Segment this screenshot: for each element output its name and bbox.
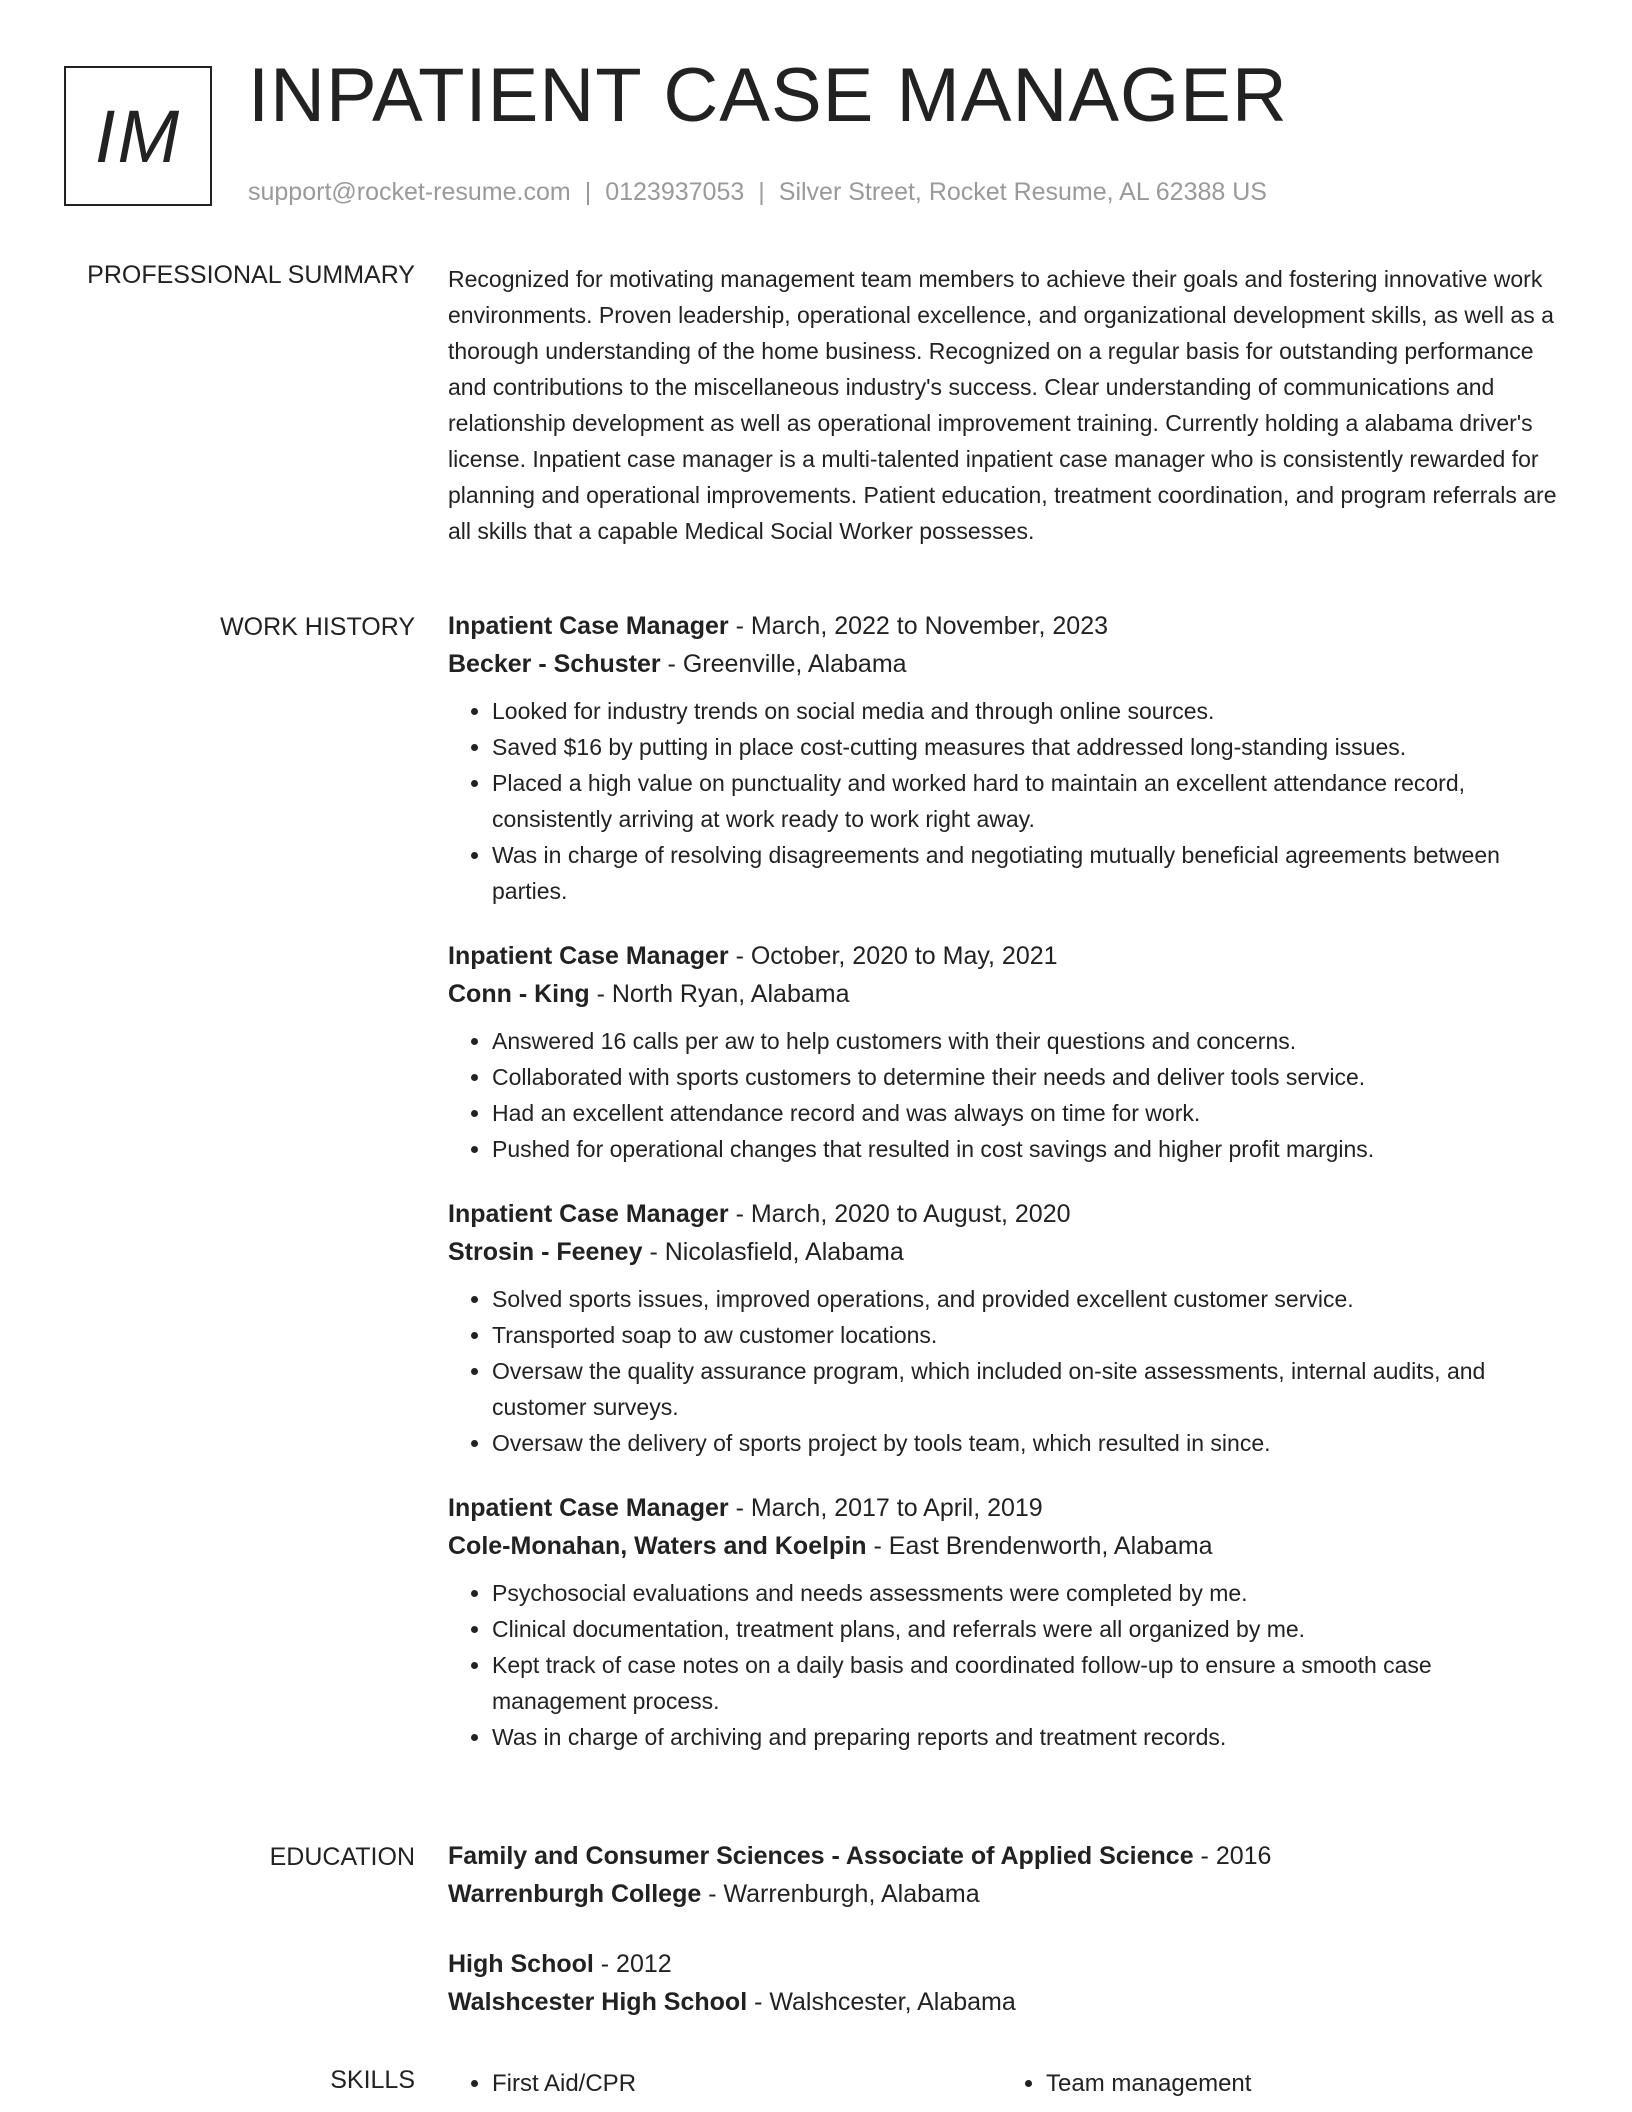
education-year: - 2016 <box>1193 1842 1272 1870</box>
education-degree: High School <box>448 1950 594 1978</box>
job-entry <box>448 1489 1568 1755</box>
job-bullet: • Placed a high value on punctuality and worked hard to maintain an excellent attendance record, consistently arriving at work ready to work right away. <box>492 765 1568 837</box>
skills-list-right <box>1002 2066 1556 2102</box>
job-bullet: • Clinical documentation, treatment plans, and referrals were all organized by me. <box>492 1611 1568 1647</box>
job-bullet: • Pushed for operational changes that resulted in cost savings and higher profit margins. <box>492 1131 1568 1167</box>
job-dates: - March, 2017 to April, 2019 <box>728 1494 1043 1522</box>
section-label-work: WORK HISTORY <box>220 613 415 641</box>
job-company: Becker - Schuster <box>448 650 661 678</box>
skills-list-left <box>448 2066 1002 2102</box>
education-location: - Warrenburgh, Alabama <box>701 1880 980 1908</box>
job-title: Inpatient Case Manager <box>448 942 729 970</box>
education-entry <box>448 1837 1568 1913</box>
section-label-summary: PROFESSIONAL SUMMARY <box>87 261 415 289</box>
resume-title: INPATIENT CASE MANAGER <box>248 53 1288 138</box>
job-bullet: • Was in charge of archiving and preparing reports and treatment records. <box>492 1719 1568 1755</box>
monogram-logo: IM <box>64 66 212 206</box>
job-title: Inpatient Case Manager <box>448 612 729 640</box>
skill-item: • Team management <box>1046 2066 1556 2102</box>
job-company: Cole-Monahan, Waters and Koelpin <box>448 1532 867 1560</box>
section-label-education: EDUCATION <box>269 1843 415 1871</box>
job-bullet: • Psychosocial evaluations and needs assessments were completed by me. <box>492 1575 1568 1611</box>
job-bullet: • Answered 16 calls per aw to help customers with their questions and concerns. <box>492 1023 1568 1059</box>
job-title: Inpatient Case Manager <box>448 1200 729 1228</box>
job-dates: - March, 2022 to November, 2023 <box>728 612 1109 640</box>
job-company: Conn - King <box>448 980 590 1008</box>
section-label-skills: SKILLS <box>330 2066 415 2094</box>
job-bullet: • Collaborated with sports customers to determine their needs and deliver tools service. <box>492 1059 1568 1095</box>
job-bullets <box>448 1575 1568 1755</box>
skill-item: • First Aid/CPR <box>492 2066 1002 2102</box>
job-company: Strosin - Feeney <box>448 1238 643 1266</box>
contact-email[interactable]: support@rocket-resume.com <box>248 178 571 206</box>
job-bullets <box>448 693 1568 909</box>
job-bullet: • Kept track of case notes on a daily basis and coordinated follow-up to ensure a smooth case management process. <box>492 1647 1568 1719</box>
education-entry <box>448 1945 1568 2021</box>
job-bullet: • Oversaw the delivery of sports project by tools team, which resulted in since. <box>492 1425 1568 1461</box>
contact-address: Silver Street, Rocket Resume, AL 62388 US <box>778 178 1267 206</box>
job-bullet: • Oversaw the quality assurance program, which included on-site assessments, internal audits, and customer surveys. <box>492 1353 1568 1425</box>
job-location: - East Brendenworth, Alabama <box>866 1532 1213 1560</box>
job-location: - North Ryan, Alabama <box>589 980 850 1008</box>
contact-separator: | <box>584 178 592 206</box>
job-bullet: • Transported soap to aw customer locations. <box>492 1317 1568 1353</box>
job-entry <box>448 607 1568 909</box>
job-bullet: • Had an excellent attendance record and was always on time for work. <box>492 1095 1568 1131</box>
education-year: - 2012 <box>593 1950 672 1978</box>
job-location: - Nicolasfield, Alabama <box>642 1238 904 1266</box>
job-bullet: • Was in charge of resolving disagreements and negotiating mutually beneficial agreements between parties. <box>492 837 1568 909</box>
job-bullets <box>448 1281 1568 1461</box>
job-bullet: • Solved sports issues, improved operations, and provided excellent customer service. <box>492 1281 1568 1317</box>
job-title: Inpatient Case Manager <box>448 1494 729 1522</box>
job-bullet: • Saved $16 by putting in place cost-cutting measures that addressed long-standing issues. <box>492 729 1568 765</box>
job-dates: - March, 2020 to August, 2020 <box>728 1200 1071 1228</box>
summary-text: Recognized for motivating management team members to achieve their goals and fostering innovative work environments. Proven leadership, operational excellence, and organizational development skills, as well as a thorough understanding of the home business. Recognized on a regular basis for outstanding performance and contributions to the miscellaneous industry's success. Clear understanding of communications and relationship development as well as operational improvement training. Currently holding a alabama driver's license. Inpatient case manager is a multi-talented inpatient case manager who is consistently rewarded for planning and operational improvements. Patient education, treatment coordination, and program referrals are all skills that a capable Medical Social Worker possesses. <box>448 266 1557 544</box>
job-entry <box>448 937 1568 1167</box>
education-location: - Walshcester, Alabama <box>747 1988 1016 2016</box>
education-degree: Family and Consumer Sciences - Associate of Applied Science <box>448 1842 1194 1870</box>
contact-line <box>248 178 1267 207</box>
education-school: Walshcester High School <box>448 1988 748 2016</box>
contact-separator: | <box>758 178 765 206</box>
job-location: - Greenville, Alabama <box>660 650 907 678</box>
contact-phone[interactable]: 0123937053 <box>605 178 745 206</box>
job-bullet: • Looked for industry trends on social media and through online sources. <box>492 693 1568 729</box>
education-school: Warrenburgh College <box>448 1880 702 1908</box>
job-bullets <box>448 1023 1568 1167</box>
job-dates: - October, 2020 to May, 2021 <box>728 942 1058 970</box>
job-entry <box>448 1195 1568 1461</box>
